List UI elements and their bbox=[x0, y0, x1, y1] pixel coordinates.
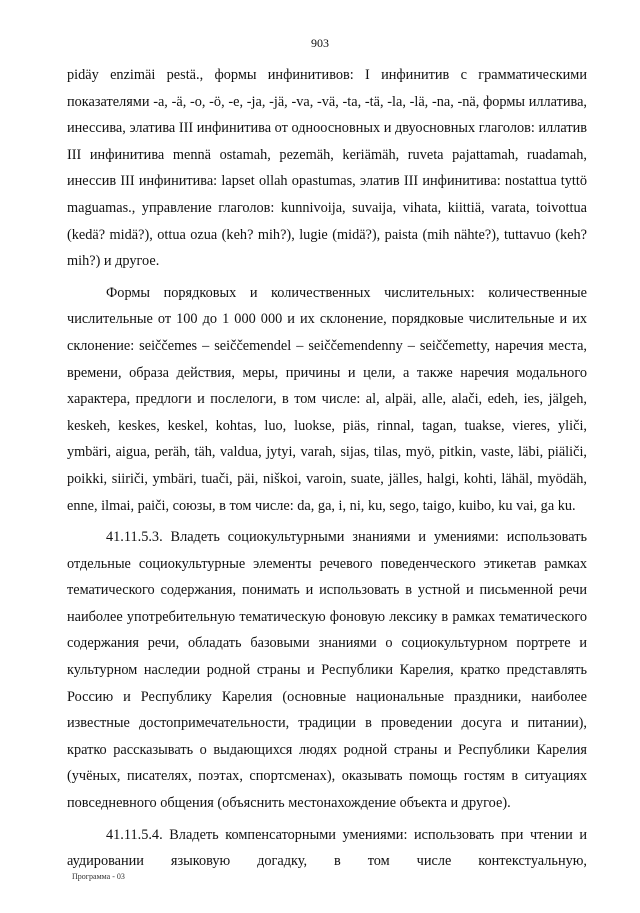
document-body bbox=[67, 62, 587, 875]
page-footer: Программа - 03 bbox=[72, 872, 125, 881]
paragraph-section-41-11-5-3: 41.11.5.3. Владеть социокультурными знаниями и умениями: использовать отдельные социокультурные элементы речевого поведенческого этикетав рамках тематического содержания, понимать и использовать в устной и письменной речи наиболее употребительную тематическую фоновую лексику в рамках тематического содержания речи, обладать базовыми знаниями о социокультурном портрете и культурном наследии родной страны и Республики Карелия, кратко представлять Россию и Республику Карелия (основные национальные праздники, наиболее известные достопримечательности, традиции в проведении досуга и питании), кратко рассказывать о выдающихся людях родной страны и Республики Карелия (учёных, писателях, поэтах, спортсменах), оказывать помощь гостям в ситуациях повседневного общения (объяснить местонахождение объекта и другое). bbox=[67, 529, 587, 812]
paragraph-infinitives: pidäy enzimäi pestä., формы инфинитивов: I инфинитив с грамматическими показателями -a, -ä, -o, -ö, -e, -ja, -jä, -va, -vä, -ta, -tä, -la, -lä, -na, -nä, формы иллатива, инессива, элатива III инфинитива от одноосновных и двуосновных глаголов: иллатив III инфинитива mennä ostamah, pezemäh, keriämäh, ruveta pajattamah, ruadamah, инессив III инфинитива: lapset ollah opastumas, элатив III инфинитива: nostattua tyttö maguamas., управление глаголов: kunnivoija, suvaija, vihata, kiittiä, varata, toivottua (kedä? midä?), ottua ozua (keh? mih?), lugie (midä?), paista (mih nähte?), tuttavuo (keh? mih?) и другое. bbox=[67, 67, 587, 270]
paragraph-numerals: Формы порядковых и количественных числительных: количественные числительные от 100 до 1 000 000 и их склонение, порядковые числительные и их склонение: seiččemes – seiččemendel – seiččemendenny – seiččemetty, наречия места, времени, образа действия, меры, причины и цели, а также наречия модального характера, предлоги и послелоги, в том числе: al, alpäi, alle, alači, edeh, ies, jälgeh, keskeh, keskes, keskel, kohtas, luo, luokse, piäs, rinnal, tagan, tuakse, vieres, yliči, ymbäri, aigua, peräh, täh, valdua, jytyi, varah, sijas, tilas, myö, pitkin, vaste, läbi, piäliči, poikki, siiriči, ymbäri, tuači, päi, niškoi, varoin, suate, jälles, halgi, kohti, lähäl, myödäh, enne, ilmai, paiči, союзы, в том числе: da, ga, i, ni, ku, sego, taigo, kuibo, ku vai, ga ku. bbox=[67, 284, 587, 514]
page-number: 903 bbox=[311, 36, 329, 50]
paragraph-section-41-11-5-4: 41.11.5.4. Владеть компенсаторными умениями: использовать при чтении и аудировании языковую догадку, в том числе контекстуальную, bbox=[67, 826, 587, 870]
